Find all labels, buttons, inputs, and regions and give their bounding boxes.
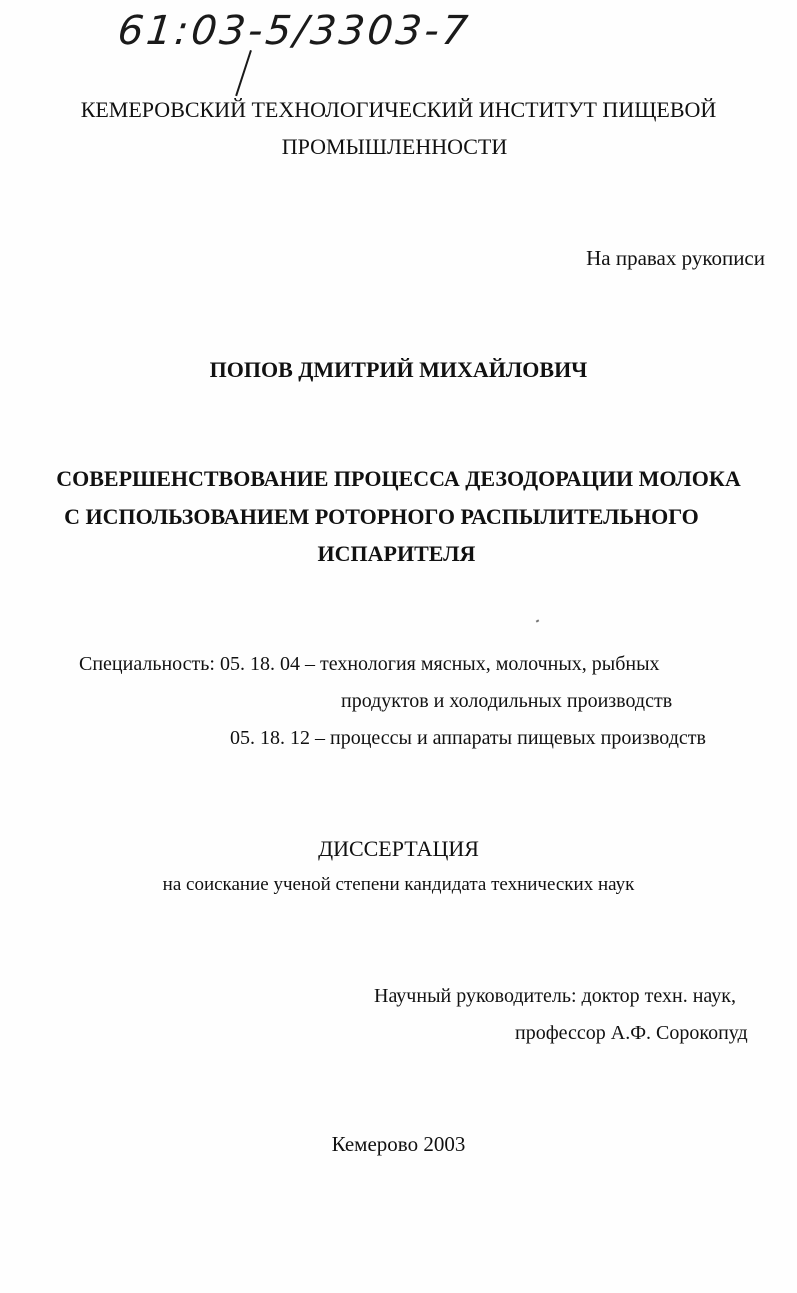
specialty-line-1: Специальность: 05. 18. 04 – технология мясных, молочных, рыбных bbox=[79, 653, 660, 675]
title-line-2: С ИСПОЛЬЗОВАНИЕМ РОТОРНОГО РАСПЫЛИТЕЛЬНОГО bbox=[64, 504, 699, 529]
document-type: ДИССЕРТАЦИЯ bbox=[318, 836, 479, 861]
institution-line-1: КЕМЕРОВСКИЙ ТЕХНОЛОГИЧЕСКИЙ ИНСТИТУТ ПИЩЕВОЙ bbox=[80, 97, 717, 122]
institution-line-2: ПРОМЫШЛЕННОСТИ bbox=[281, 134, 508, 159]
archive-code-stroke bbox=[235, 50, 252, 96]
archive-code-handwritten: 61:03-5/3303-7 bbox=[115, 8, 473, 54]
specialty-line-2: продуктов и холодильных производств bbox=[341, 690, 673, 712]
manuscript-rights-note: На правах рукописи bbox=[586, 246, 765, 270]
supervisor-line-2: профессор А.Ф. Сорокопуд bbox=[515, 1022, 748, 1044]
city-year: Кемерово 2003 bbox=[331, 1132, 466, 1156]
title-line-3: ИСПАРИТЕЛЯ bbox=[317, 541, 476, 566]
specialty-line-3: 05. 18. 12 – процессы и аппараты пищевых производств bbox=[230, 727, 706, 749]
author-name: ПОПОВ ДМИТРИЙ МИХАЙЛОВИЧ bbox=[209, 357, 588, 382]
supervisor-line-1: Научный руководитель: доктор техн. наук, bbox=[374, 985, 736, 1007]
scan-speck bbox=[536, 619, 540, 622]
title-line-1: СОВЕРШЕНСТВОВАНИЕ ПРОЦЕССА ДЕЗОДОРАЦИИ МОЛОКА bbox=[56, 466, 741, 491]
degree-purpose: на соискание ученой степени кандидата технических наук bbox=[162, 874, 635, 895]
